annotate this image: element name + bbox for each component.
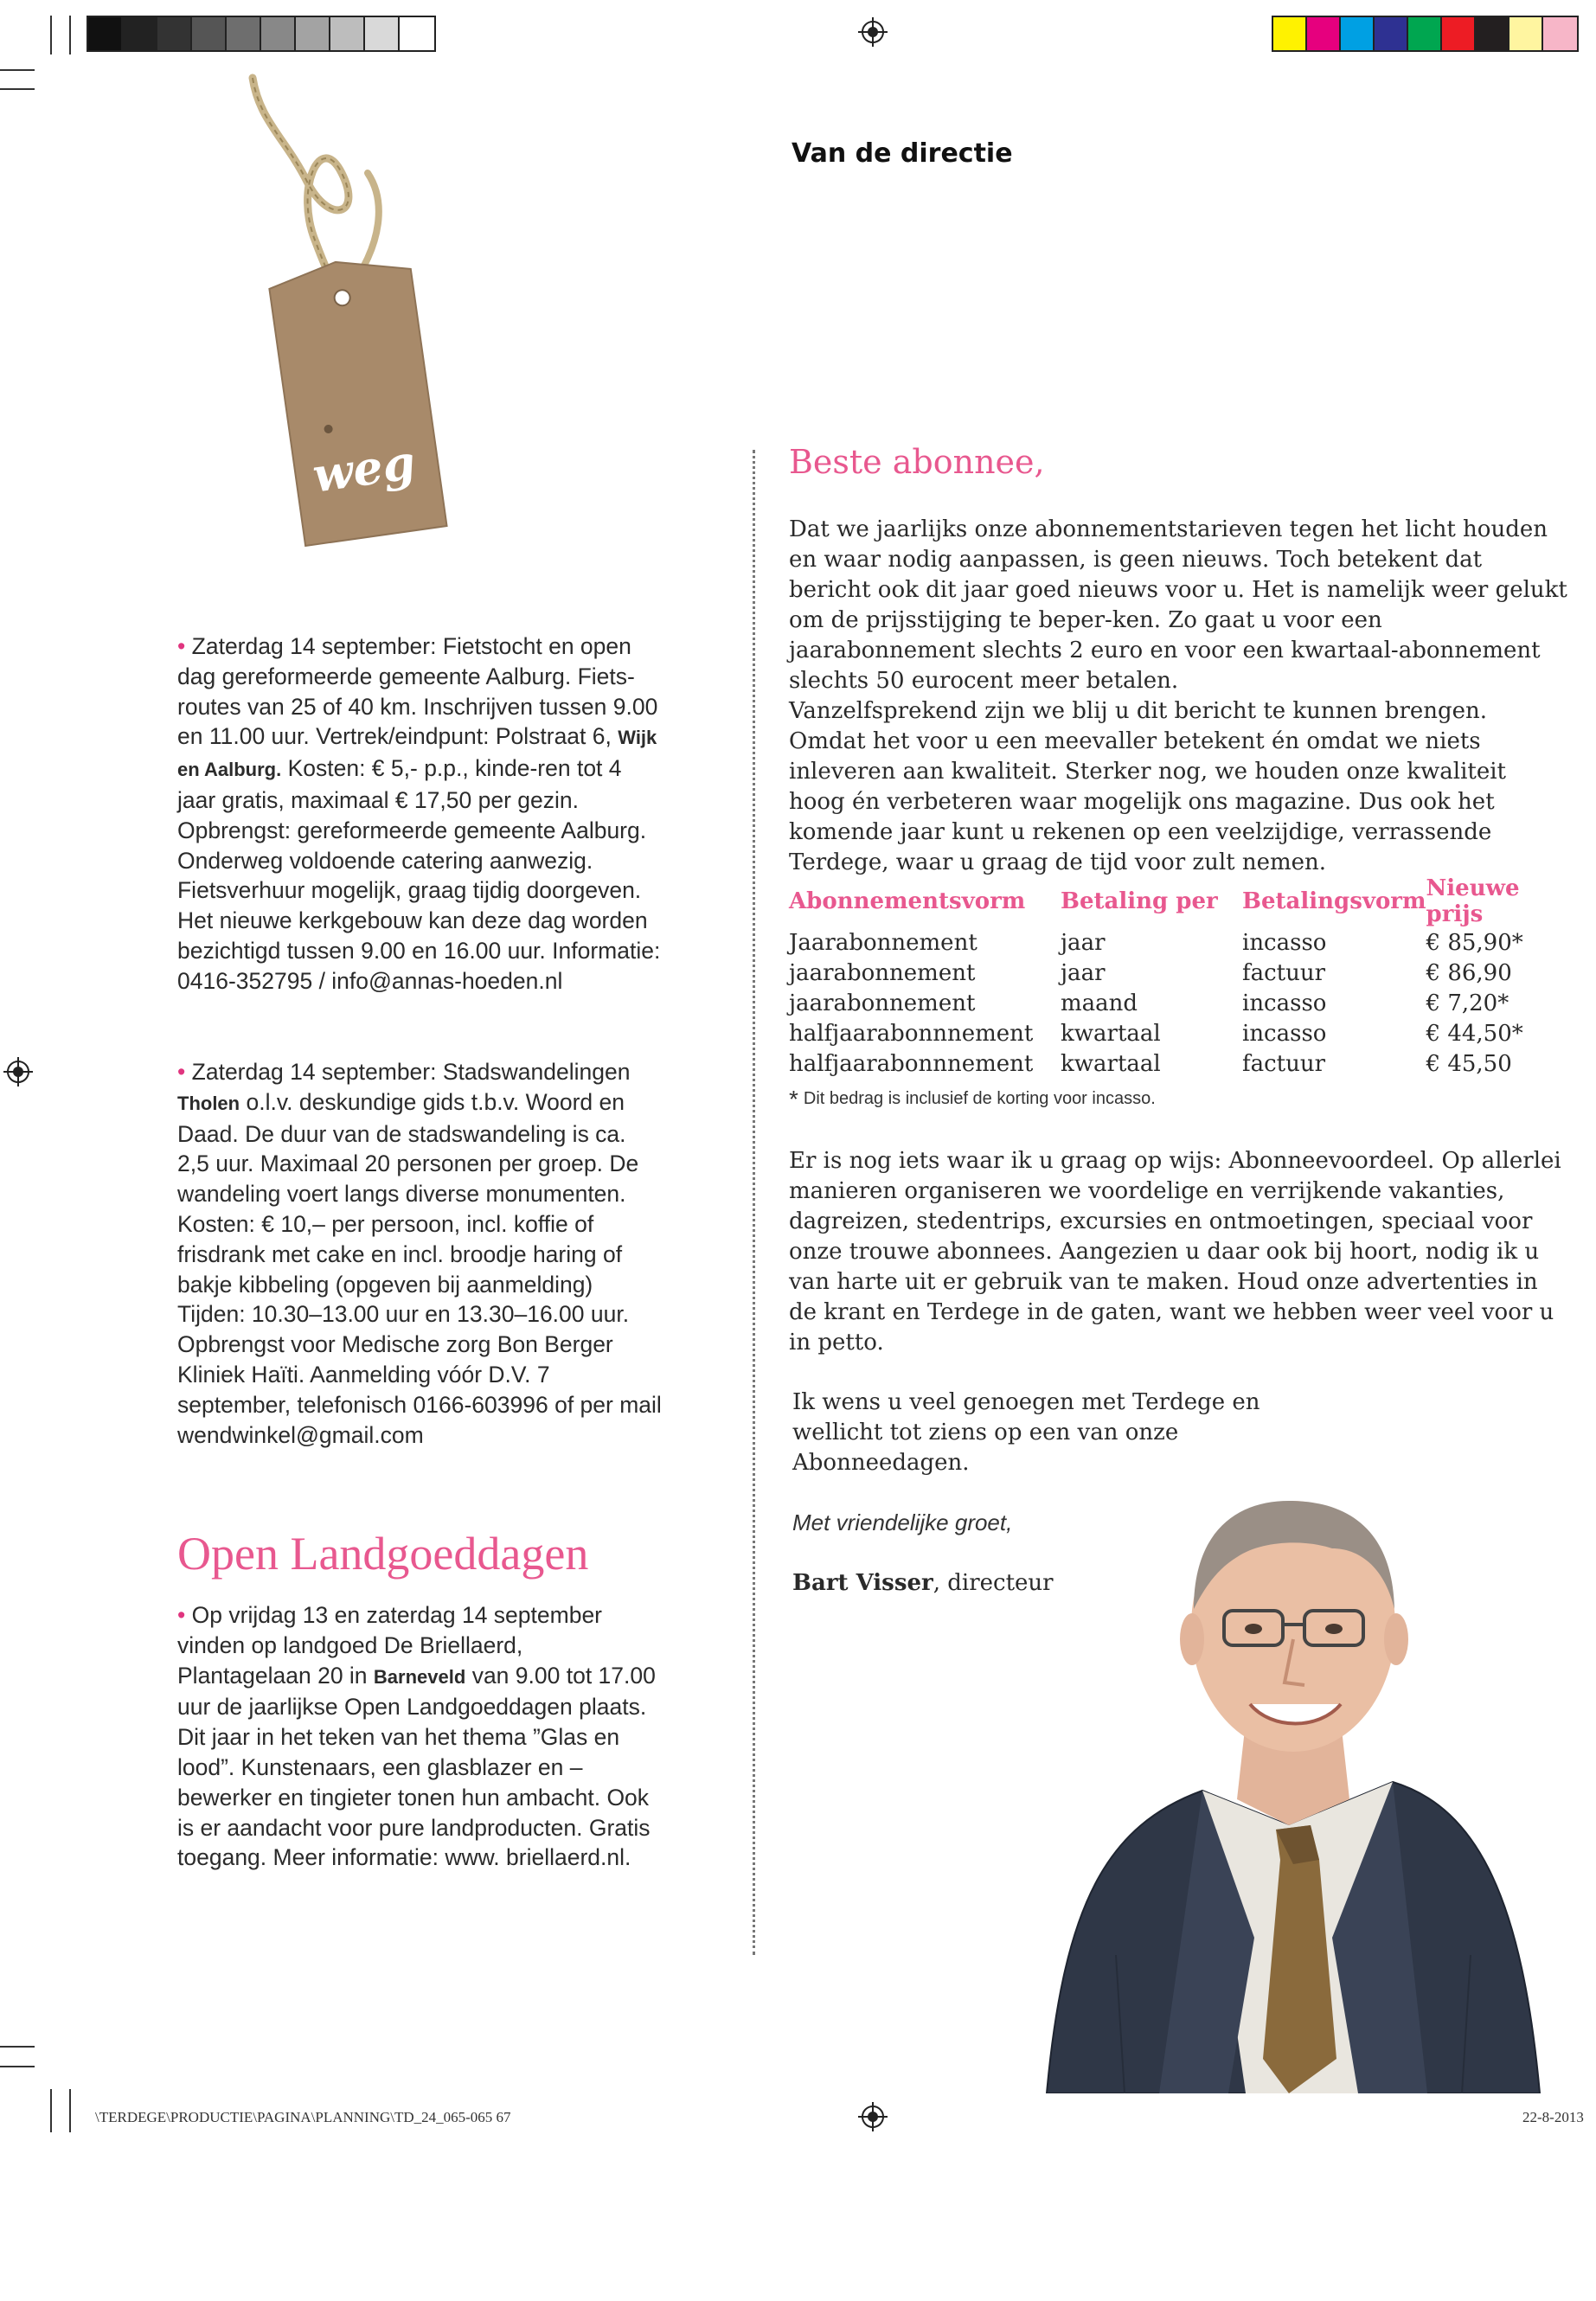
event-landgoeddagen xyxy=(177,1600,662,1873)
bullet-icon: • xyxy=(177,1059,186,1085)
color-swatch xyxy=(1341,17,1375,50)
event-place: Barneveld xyxy=(373,1665,466,1688)
color-swatch xyxy=(1273,17,1307,50)
letter-closing: Ik wens u veel genoegen met Terdege en wellicht tot ziens op een van onze Abonneedagen. xyxy=(792,1389,1260,1476)
crop-mark xyxy=(50,16,52,54)
letter-paragraph: Er is nog iets waar ik u graag op wijs: Abonneevoordeel. Op allerlei manieren organiseren we voordelige en verrijkende vakanties, dagreizen, stedentrips, excursies en ontmoetingen, speciaal voor onze trouwe abonnees. Aangezien u daar ook bij hoort, nodig ik u van harte uit er gebruik van te maken. Houd onze advertenties in de krant en Terdege in de gaten, want we hebben weer veel voor u in petto. xyxy=(789,1148,1561,1356)
table-cell: maand xyxy=(1061,990,1138,1016)
gray-swatch xyxy=(88,17,123,50)
gray-swatch xyxy=(123,17,157,50)
table-header: Betalingsvorm xyxy=(1242,888,1426,914)
footnote-asterisk: * xyxy=(789,1086,798,1112)
event-text: van 9.00 tot 17.00 uur de jaarlijkse Open Landgoeddagen plaats. Dit jaar in het teken van het thema ”Glas en lood”. Kunstenaars, een glasblazer en –bewerker en tingieter tonen hun ambacht. Ook is er aandacht voor pure landproducten. Gratis toegang. Meer informatie: www. briellaerd.nl. xyxy=(177,1662,656,1871)
director-portrait xyxy=(1029,1419,1548,2093)
gray-swatch xyxy=(365,17,400,50)
letter-paragraph: Dat we jaarlijks onze abonnementstarieven tegen het licht houden en waar nodig aanpassen, is geen nieuws. Toch betekent dat bericht ook dit jaar goed nieuws voor u. Het is namelijk weer gelukt om de prijsstijging te beper-ken. Zo gaat u voor een jaarabonnement slechts 2 euro en voor een kwartaal-abonnement slechts 50 eurocent meer betalen. xyxy=(789,516,1567,694)
table-row xyxy=(789,1048,1574,1079)
table-header-row xyxy=(789,875,1574,927)
table-cell: Jaarabonnement xyxy=(789,929,977,956)
table-header: Nieuwe prijs xyxy=(1426,875,1520,927)
letter-greeting: Beste abonnee, xyxy=(789,443,1045,481)
event-fietstocht xyxy=(177,631,662,997)
footer-file-path: \TERDEGE\PRODUCTIE\PAGINA\PLANNING\TD_24_065-065 67 xyxy=(95,2109,511,2125)
registration-mark-icon xyxy=(858,2102,888,2131)
event-place: Wijk en Aalburg. xyxy=(177,727,657,781)
table-cell: jaar xyxy=(1061,959,1106,986)
table-cell: jaar xyxy=(1061,929,1106,956)
table-header: Abonnementsvorm xyxy=(789,888,1026,914)
color-swatch xyxy=(1408,17,1442,50)
gray-swatch xyxy=(157,17,192,50)
tag-body xyxy=(267,252,447,546)
grayscale-calibration-bar xyxy=(87,16,436,52)
table-row xyxy=(789,958,1574,988)
subscription-price-table xyxy=(789,875,1574,1079)
table-cell: incasso xyxy=(1242,929,1327,956)
crop-mark xyxy=(50,2089,52,2132)
tag-label: weg xyxy=(309,433,419,503)
table-cell: € 86,90 xyxy=(1426,959,1512,986)
section-title: Van de directie xyxy=(792,138,1013,169)
crop-mark xyxy=(0,2066,35,2067)
crop-mark xyxy=(69,16,71,54)
color-swatch xyxy=(1442,17,1476,50)
gray-swatch xyxy=(261,17,296,50)
table-cell: factuur xyxy=(1242,1050,1326,1077)
table-cell: jaarabonnement xyxy=(789,990,976,1016)
event-text: Op vrijdag 13 en zaterdag 14 september vinden op landgoed De Briellaerd, Plantagelaan 20 in xyxy=(177,1602,603,1689)
footnote-text: Dit bedrag is inclusief de korting voor incasso. xyxy=(803,1089,1156,1108)
color-calibration-bar xyxy=(1272,16,1579,52)
column-divider xyxy=(753,450,755,1955)
table-row xyxy=(789,1018,1574,1048)
event-heading: Open Landgoeddagen xyxy=(177,1528,589,1580)
registration-mark-icon xyxy=(3,1057,33,1086)
table-cell: halfjaarabonnnement xyxy=(789,1050,1034,1077)
color-swatch xyxy=(1476,17,1509,50)
table-cell: kwartaal xyxy=(1061,1050,1161,1077)
crop-mark xyxy=(0,88,35,90)
crop-mark xyxy=(69,2089,71,2132)
event-stadswandelingen xyxy=(177,1057,662,1450)
color-swatch xyxy=(1509,17,1543,50)
signer-name: Bart Visser xyxy=(792,1570,933,1596)
color-swatch xyxy=(1375,17,1408,50)
table-cell: € 45,50 xyxy=(1426,1050,1512,1077)
color-swatch xyxy=(1543,17,1577,50)
bullet-icon: • xyxy=(177,633,186,659)
gray-swatch xyxy=(296,17,330,50)
letter-paragraph: Vanzelfsprekend zijn we blij u dit bericht te kunnen brengen. Omdat het voor u een meevaller betekent én omdat we niets inleveren aan kwaliteit. Sterker nog, we houden onze kwaliteit hoog én verbeteren waar mogelijk ons magazine. Dus ook het komende jaar kunt u rekenen op een veelzijdige, verrassende Terdege, waar u graag de tijd voor zult nemen. xyxy=(789,698,1507,875)
table-cell: € 85,90* xyxy=(1426,929,1523,956)
table-cell: jaarabonnement xyxy=(789,959,976,986)
table-header: Betaling per xyxy=(1061,888,1218,914)
event-text: Zaterdag 14 september: Fietstocht en open dag gereformeerde gemeente Aalburg. Fiets-routes van 25 of 40 km. Inschrijven tussen 9.00 en 11.00 uur. Vertrek/eindpunt: Polstraat 6, xyxy=(177,633,658,750)
table-cell: € 7,20* xyxy=(1426,990,1509,1016)
gray-swatch xyxy=(330,17,365,50)
letter-regards: Met vriendelijke groet, xyxy=(792,1509,1013,1535)
gray-swatch xyxy=(227,17,261,50)
table-cell: incasso xyxy=(1242,1020,1327,1047)
registration-mark-icon xyxy=(858,17,888,47)
event-text: Zaterdag 14 september: Stadswandelingen xyxy=(191,1059,631,1085)
table-cell: halfjaarabonnnement xyxy=(789,1020,1034,1047)
gray-swatch xyxy=(192,17,227,50)
letter-signature xyxy=(792,1570,1054,1596)
event-text: o.l.v. deskundige gids t.b.v. Woord en Daad. De duur van de stadswandeling is ca. 2,5 uur. Maximaal 20 personen per groep. De wandeling voert langs diverse monumenten. Kosten: € 10,– per persoon, incl. koffie of frisdrank met cake en incl. broodje haring of bakje kibbeling (opgeven bij aanmelding) Tijden: 10.30–13.00 uur en 13.30–16.00 uur. Opbrengst voor Medische zorg Bon Berger Kliniek Haïti. Aanmelding vóór D.V. 7 september, telefonisch 0166-603996 of per mail wendwinkel@gmail.com xyxy=(177,1088,662,1448)
table-cell: factuur xyxy=(1242,959,1326,986)
signer-title: , directeur xyxy=(933,1570,1054,1596)
crop-mark xyxy=(0,69,35,71)
bullet-icon: • xyxy=(177,1602,186,1628)
table-footnote xyxy=(789,1086,1156,1113)
event-text: Kosten: € 5,- p.p., kinde-ren tot 4 jaar gratis, maximaal € 17,50 per gezin. Opbrengst: gereformeerde gemeente Aalburg. Onderweg voldoende catering aanwezig. Fietsverhuur mogelijk, graag tijdig doorgeven. Het nieuwe kerkgebouw kan deze dag worden bezichtigd tussen 9.00 en 16.00 uur. Informatie: 0416-352795 / info@annas-hoeden.nl xyxy=(177,755,661,994)
crop-mark xyxy=(0,2046,35,2048)
color-swatch xyxy=(1307,17,1341,50)
table-row xyxy=(789,988,1574,1018)
gray-swatch xyxy=(400,17,434,50)
footer-date: 22-8-2013 xyxy=(1522,2109,1584,2125)
kraft-tag-illustration xyxy=(234,69,476,554)
event-place: Tholen xyxy=(177,1092,240,1114)
table-cell: incasso xyxy=(1242,990,1327,1016)
table-row xyxy=(789,927,1574,958)
table-cell: kwartaal xyxy=(1061,1020,1161,1047)
table-cell: € 44,50* xyxy=(1426,1020,1523,1047)
